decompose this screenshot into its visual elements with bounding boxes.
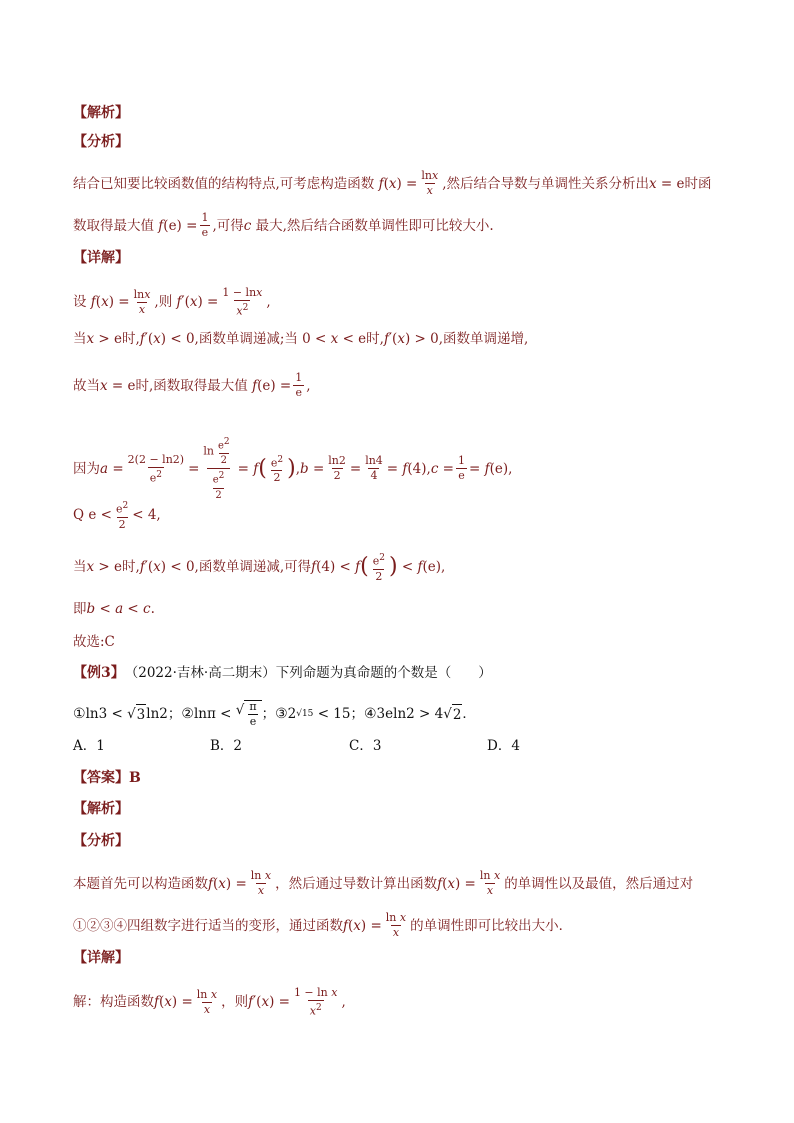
option-d: D．4 (487, 738, 520, 754)
separator: ； (167, 706, 182, 722)
analysis-text: 最大,然后结合函数单调性即可比较大小. (255, 217, 494, 234)
example-options (73, 736, 723, 756)
example-label: 【例3】 (73, 665, 125, 681)
analysis2-line-1: 本题首先可以构造函数 f ( x ) = $\frac{\text{ln x}}{x}$ ，然后通过导数计算出函数 f ( x ) = $\frac{\text{ln x}}{x}$ 的单调性以及最值，然后通过对 (73, 869, 694, 897)
detail-line-3: 故当 x = e 时,函数取得最大值 f (e) = $\frac{1}{e}$ , (73, 371, 311, 399)
section-label-fenxi: 【分析】 (73, 134, 129, 150)
section-label-jiexi: 【解析】 (73, 105, 129, 121)
detail-text: 当 (73, 559, 87, 576)
section-label-xiangjie: 【详解】 (73, 250, 129, 266)
section-label-xiangjie-2: 【详解】 (73, 950, 129, 966)
answer-label: 【答案】B (73, 770, 141, 786)
detail-text: ,函数单调递减,可得 (194, 559, 312, 576)
detail-line-1: 设 f ( x ) = $\frac{\ln x}{x}$ ,则 f ′( x ) = $\frac{1 - \ln x}{x^2}$ , (73, 286, 271, 318)
analysis-line-1: 结合已知要比较函数值的结构特点,可考虑构造函数 f ( x ) = $\frac{\ln x}{x}$ ,然后结合导数与单调性关系分析出 x = e 时函 (73, 169, 712, 197)
example-statements: ① ln3 < √ 3 ln2 ； ② lnπ < √ $\frac{\pi}{e}$ ； ③ 2 √15 < 15 ； ④ 3eln2 > 4 √ 2 ． (73, 700, 476, 728)
detail-text: ,函数单调递减;当 (194, 331, 298, 347)
analysis-line-2: 数取得最大值 f (e) = $\frac{1}{e}$ ,可得 c 最大,然后结合函数单调性即可比较大小. (73, 211, 494, 239)
analysis-text: ，然后通过导数计算出函数 (275, 875, 438, 892)
detail-line-6: 当 x > e 时, f ′( x ) < 0 ,函数单调递减,可得 f (4) < f ( $\frac{e^2}{2}$ ) < f (e), (73, 553, 446, 583)
solution-line: 解：构造函数 f ( x ) = $\frac{\text{ln x}}{x}$ ，则 f ′( x ) = $\frac{\text{1 − ln x}}{x^2}$ , (73, 986, 346, 1018)
analysis-text: ①②③④四组数字进行适当的变形，通过函数 (73, 917, 343, 934)
detail-text: 当 (73, 331, 87, 347)
detail-text: 因为 (73, 460, 100, 477)
example-question: （2022·吉林·高二期末）下列命题为真命题的个数是（ ） (124, 665, 492, 681)
detail-text: ,则 (154, 294, 173, 311)
detail-text: 时, (122, 331, 140, 347)
section-label-jiexi-2: 【解析】 (73, 801, 129, 817)
detail-line-4: 因为 a = $\frac{2(2 - \ln 2)}{e^2}$ = ln $\frac{e2}{2}$ $\frac{e2}{2}$ = f ( $\frac{e^2}{2}$ ) , b = $\frac{\ln 2}{2}$ = $\frac{\ln 4}{4}$ = f (4), c = $\frac{1}{e}$ = f (e), (73, 437, 513, 501)
analysis-text: 时函 (684, 175, 712, 192)
analysis-text: ,可得 (212, 217, 244, 234)
separator: ； (261, 706, 276, 722)
detail-text: 即 (73, 601, 87, 617)
detail-text: 时, (366, 331, 384, 347)
analysis-text: 数取得最大值 (73, 217, 154, 234)
detail-text: 设 (73, 294, 87, 311)
analysis-text: 本题首先可以构造函数 (73, 875, 208, 892)
analysis-text: 结合已知要比较函数值的结构特点,可考虑构造函数 (73, 175, 375, 192)
option-a: A．1 (73, 738, 105, 754)
detail-text: ,函数单调递增, (438, 331, 529, 347)
analysis-text: 的单调性以及最值，然后通过对 (504, 875, 694, 892)
detail-text: 时,函数取得最大值 (135, 377, 248, 394)
example-title (73, 663, 492, 683)
section-label-fenxi-2: 【分析】 (73, 833, 129, 849)
option-c: C．3 (349, 738, 382, 754)
detail-text: 时, (122, 559, 140, 576)
analysis2-line-2: ①②③④四组数字进行适当的变形，通过函数 f ( x ) = $\frac{\text{ln x}}{x}$ 的单调性即可比较出大小． (73, 911, 573, 939)
solution-text: ，则 (221, 994, 249, 1011)
analysis-text: ,然后结合导数与单调性关系分析出 (442, 175, 649, 192)
answer-line-1: 故选:C (73, 634, 115, 650)
solution-text: 解：构造函数 (73, 994, 154, 1011)
detail-text: Q (73, 507, 85, 524)
separator: ； (350, 706, 364, 722)
detail-text: 故当 (73, 377, 100, 394)
detail-line-7: 即 b < a < c . (73, 601, 155, 617)
detail-line-2: 当 x > e 时, f ′( x ) < 0 ,函数单调递减;当 0 < x < e 时, f ′( x ) > 0 ,函数单调递增, (73, 331, 529, 347)
detail-line-5: Q e < $\frac{e^2}{2}$ < 4, (73, 501, 161, 531)
analysis-text: 的单调性即可比较出大小． (410, 917, 573, 934)
option-b: B．2 (210, 738, 243, 754)
